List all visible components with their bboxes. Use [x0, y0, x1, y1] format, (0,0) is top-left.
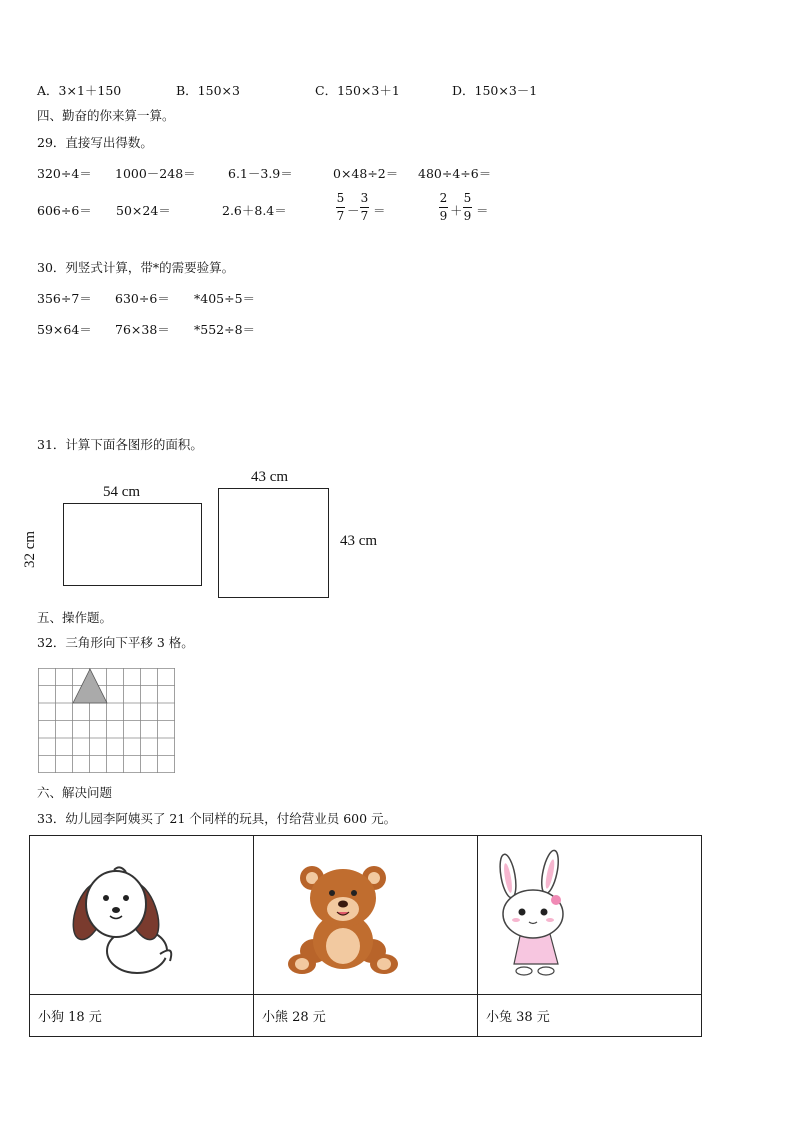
q29-title: 29．直接写出得数。 — [37, 135, 153, 150]
q29-item: 50×24＝ — [116, 203, 171, 218]
q30-item: *405÷5＝ — [194, 291, 256, 306]
square-shape — [218, 488, 329, 598]
toy-price-table — [29, 835, 702, 1037]
toy-image-cell — [254, 836, 478, 995]
equals-sign: ＝ — [476, 203, 489, 218]
q29-item: 0×48÷2＝ — [333, 166, 399, 181]
q29-item: 606÷6＝ — [37, 203, 92, 218]
fraction-5-7: 5 7 — [336, 191, 345, 223]
q30-item: 630÷6＝ — [115, 291, 170, 306]
q29-item: 320÷4＝ — [37, 166, 92, 181]
option-b: B．150×3 — [176, 83, 240, 98]
rectangle-height-label: 32 cm — [22, 530, 38, 568]
square-top-label: 43 cm — [251, 469, 289, 485]
q29-item: 2.6＋8.4＝ — [222, 203, 287, 218]
toy-price-label: 小兔 38 元 — [478, 995, 702, 1037]
toy-price-label: 小熊 28 元 — [254, 995, 478, 1037]
toy-image-cell — [478, 836, 702, 995]
q30-item: 59×64＝ — [37, 322, 92, 337]
section-5-title: 五、操作题。 — [37, 610, 113, 625]
equals-sign: ＝ — [373, 203, 386, 218]
q33-title: 33．幼儿园李阿姨买了 21 个同样的玩具，付给营业员 600 元。 — [37, 811, 397, 826]
option-d: D．150×3－1 — [452, 83, 538, 98]
square-side-label: 43 cm — [340, 533, 378, 549]
fraction-5-9: 5 9 — [463, 191, 472, 223]
teddy-bear-icon — [254, 836, 469, 991]
q29-item: 480÷4÷6＝ — [418, 166, 492, 181]
option-a: A．3×1＋150 — [37, 83, 122, 98]
q29-item: 6.1－3.9＝ — [228, 166, 293, 181]
q30-item: 76×38＝ — [115, 322, 170, 337]
minus-sign: － — [347, 203, 360, 218]
rectangle-width-label: 54 cm — [103, 484, 141, 500]
bunny-icon — [478, 836, 693, 991]
section-6-title: 六、解决问题 — [37, 785, 113, 800]
grid-paper — [38, 668, 176, 774]
section-4-title: 四、勤奋的你来算一算。 — [37, 108, 175, 123]
fraction-2-9: 2 9 — [439, 191, 448, 223]
q32-title: 32．三角形向下平移 3 格。 — [37, 635, 194, 650]
plus-sign: ＋ — [450, 203, 463, 218]
rectangle-shape — [63, 503, 202, 586]
q30-item: 356÷7＝ — [37, 291, 92, 306]
puppy-icon — [30, 836, 245, 991]
q29-item: 1000－248＝ — [115, 166, 196, 181]
q31-title: 31．计算下面各图形的面积。 — [37, 437, 203, 452]
fraction-3-7: 3 7 — [360, 191, 369, 223]
q30-item: *552÷8＝ — [194, 322, 256, 337]
q30-title: 30．列竖式计算，带*的需要验算。 — [37, 260, 235, 275]
toy-price-label: 小狗 18 元 — [30, 995, 254, 1037]
toy-image-cell — [30, 836, 254, 995]
option-c: C．150×3＋1 — [315, 83, 400, 98]
